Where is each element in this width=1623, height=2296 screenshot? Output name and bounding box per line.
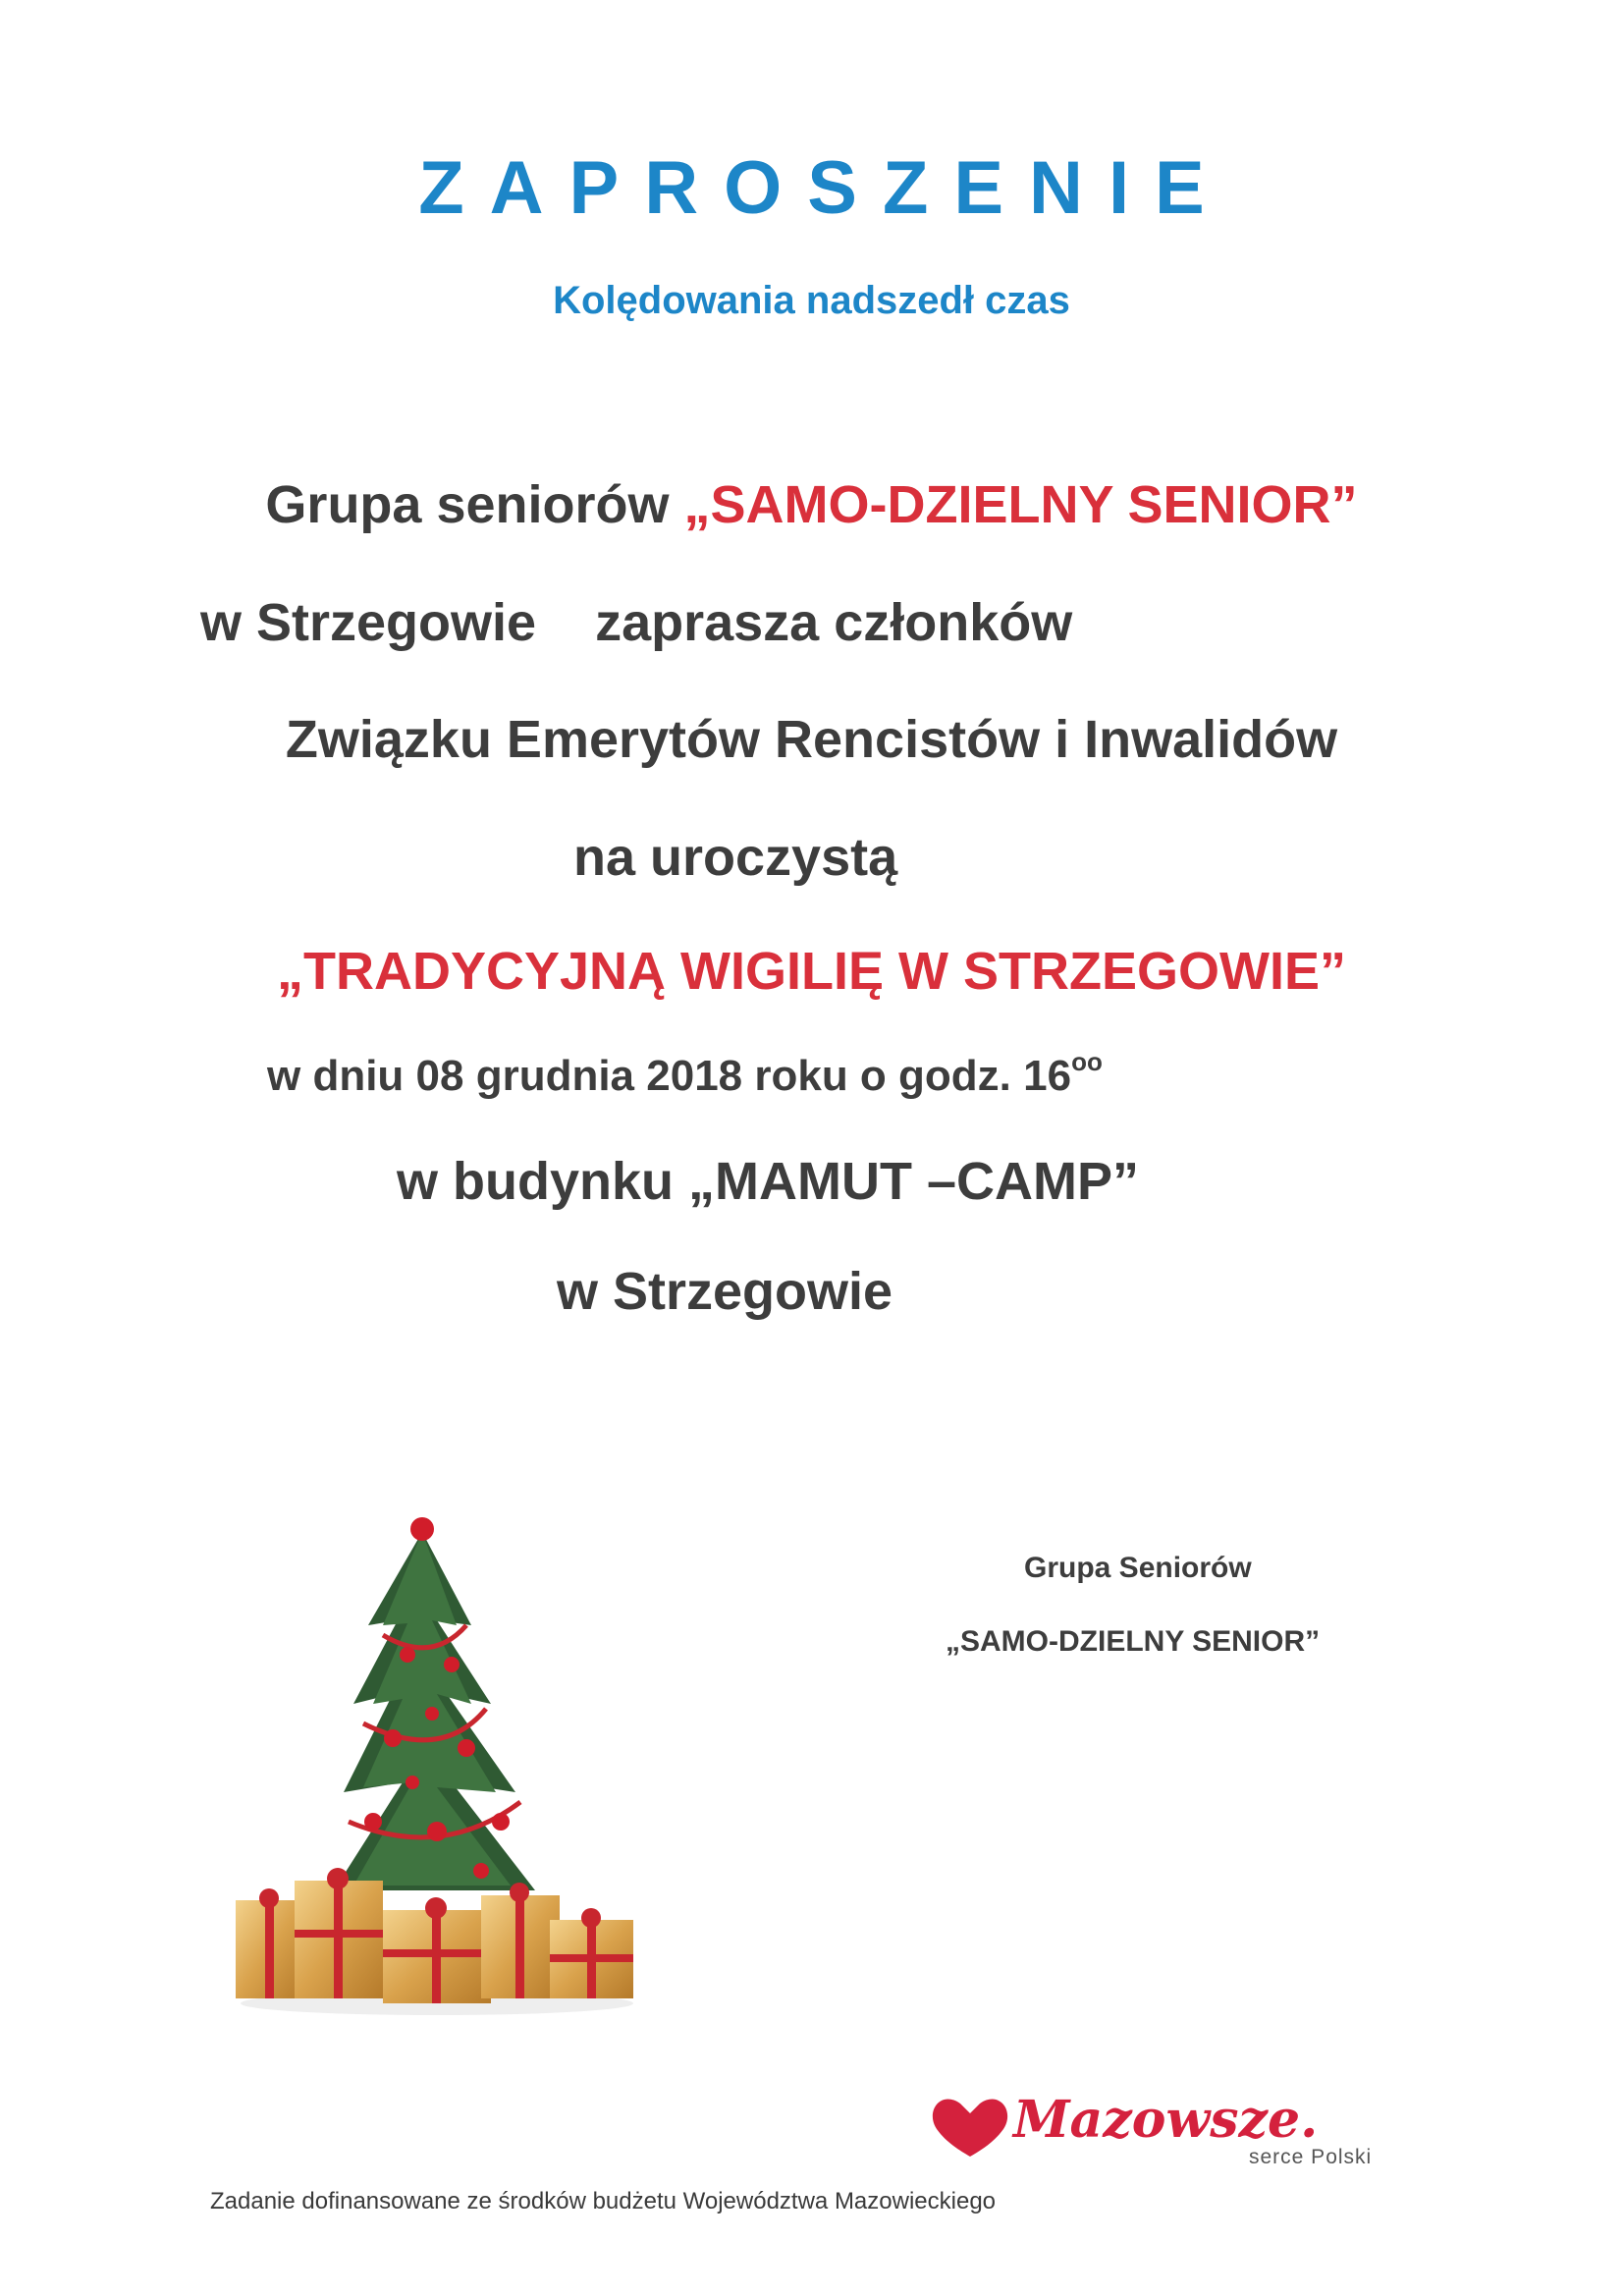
venue-line: w budynku „MAMUT –CAMP” (397, 1152, 1139, 1211)
logo-tagline: serce Polski (1249, 2146, 1373, 2168)
christmas-tree-icon (236, 1507, 638, 2018)
venue-town-line: w Strzegowie (557, 1262, 893, 1321)
event-date-text: w dniu 08 grudnia 2018 roku o godz. 16 (267, 1052, 1072, 1100)
event-time-minutes: oo (1071, 1047, 1103, 1076)
invite-text: zaprasza członków (595, 593, 1073, 652)
event-date-line (267, 1047, 1103, 1101)
invitation-title: ZAPROSZENIE (418, 146, 1230, 230)
funding-footer: Zadanie dofinansowane ze środków budżetu Województwa Mazowieckiego (210, 2188, 997, 2214)
signature-group-label: Grupa Seniorów (1024, 1552, 1252, 1584)
location-invite-line (200, 592, 1072, 653)
organizer-line (0, 474, 1623, 535)
event-name: „TRADYCYJNĄ WIGILIĘ W STRZEGOWIE” (277, 942, 1346, 1001)
invitees-line: Związku Emerytów Rencistów i Inwalidów (285, 710, 1338, 769)
occasion-intro-line: na uroczystą (573, 828, 898, 887)
location-text: w Strzegowie (200, 593, 537, 652)
organizer-prefix: Grupa seniorów (265, 475, 684, 534)
organizer-group-name: „SAMO-DZIELNY SENIOR” (683, 475, 1358, 534)
signature-group-name: „SAMO-DZIELNY SENIOR” (946, 1625, 1321, 1658)
christmas-tree-illustration (236, 1507, 638, 2018)
logo-wordmark: Mazowsze. (1013, 2090, 1319, 2150)
invitation-subtitle: Kolędowania nadszedł czas (553, 279, 1070, 322)
